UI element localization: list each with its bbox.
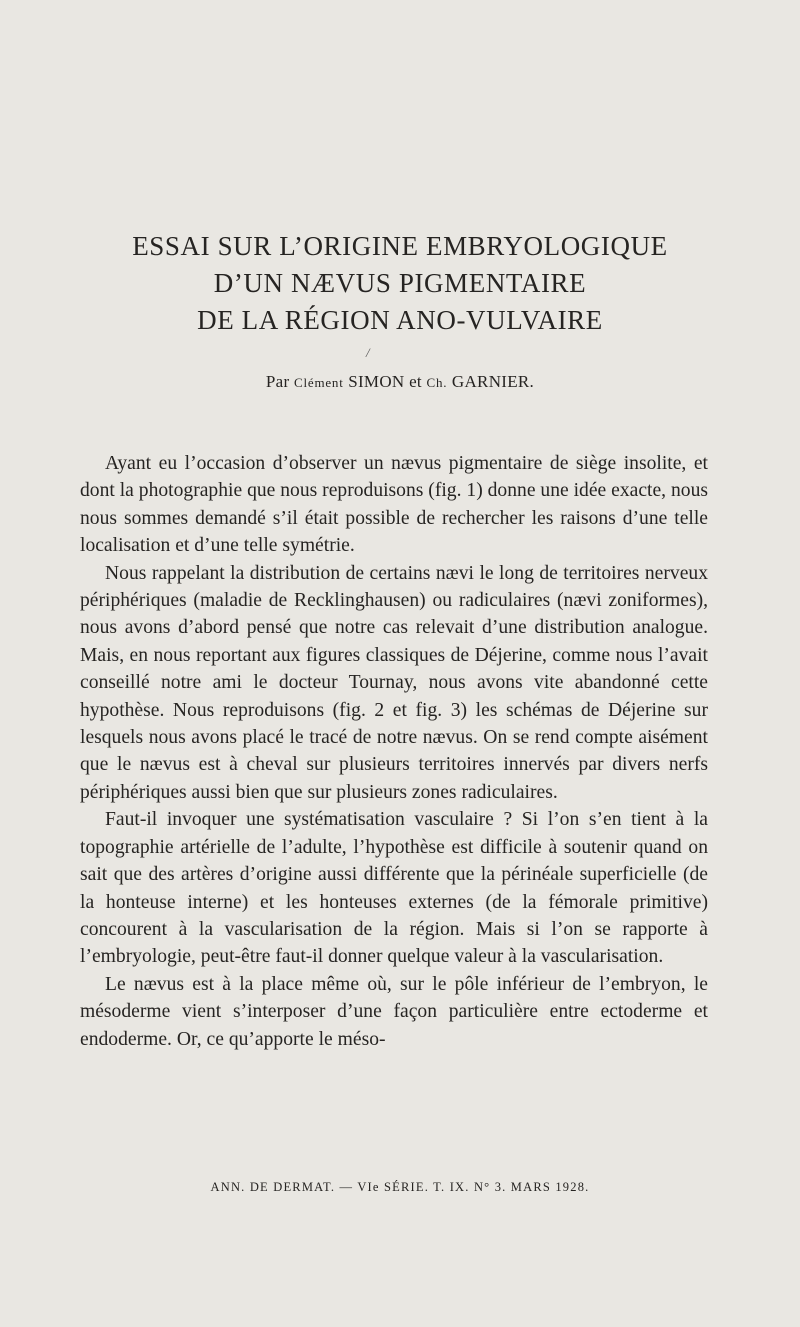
paragraph: Ayant eu l’occasion d’observer un nævus pigmentaire de siège insolite, et dont la photographie que nous reproduisons (fig. 1) donne une idée exacte, nous nous sommes demandé s’il était possible de rechercher les raisons d’une telle localisation et d’une telle symétrie. [80, 453, 708, 557]
title-line: D’UN NÆVUS PIGMENTAIRE [213, 268, 587, 298]
article-title [80, 228, 720, 339]
article-body [80, 450, 708, 1053]
author-byline [80, 372, 720, 392]
title-line: DE LA RÉGION ANO-VULVAIRE [197, 305, 603, 335]
journal-footer: ANN. DE DERMAT. — VIe SÉRIE. T. IX. N° 3. MARS 1928. [210, 1180, 590, 1194]
author2-initial: Ch. [426, 375, 448, 390]
paragraph: Nous rappelant la distribution de certains nævi le long de territoires nerveux périphériques (maladie de Recklinghausen) ou radiculaires (nævi zoniformes), nous avons d’abord pensé que notre cas relevait d’une distribution analogue. Mais, en nous reportant aux figures classiques de Déjerine, comme nous l’avait conseillé notre ami le docteur Tournay, nous avons vite abandonné cette hypothèse. Nous reproduisons (fig. 2 et fig. 3) les schémas de Déjerine sur lesquels nous avons placé le tracé de notre nævus. On se rend compte aisément que le nævus est à cheval sur plusieurs territoires innervés par divers nerfs périphériques aussi bien que sur plusieurs zones radiculaires. [80, 562, 708, 803]
stray-mark: / [366, 345, 370, 360]
author1-initial: Clément [294, 375, 344, 390]
title-line: ESSAI SUR L’ORIGINE EMBRYOLOGIQUE [132, 231, 668, 261]
paragraph: Le nævus est à la place même où, sur le pôle inférieur de l’embryon, le mésoderme vient s’interposer d’une façon particulière entre ectoderme et endoderme. Or, ce qu’apporte le méso- [80, 973, 708, 1050]
byline-prefix: Par [265, 372, 290, 391]
author2-surname: GARNIER. [451, 372, 535, 391]
author1-surname: SIMON [348, 372, 405, 391]
byline-conjunction: et [409, 372, 422, 391]
paragraph: Faut-il invoquer une systématisation vasculaire ? Si l’on s’en tient à la topographie artérielle de l’adulte, l’hypothèse est difficile à soutenir quand on sait que des artères d’origine aussi différente que la périnéale superficielle (de la honteuse interne) et les honteuses externes (de la fémorale primitive) concourent à la vascularisation de la région. Mais si l’on se rapporte à l’embryologie, peut-être faut-il donner quelque valeur à la vascularisation. [80, 809, 708, 968]
